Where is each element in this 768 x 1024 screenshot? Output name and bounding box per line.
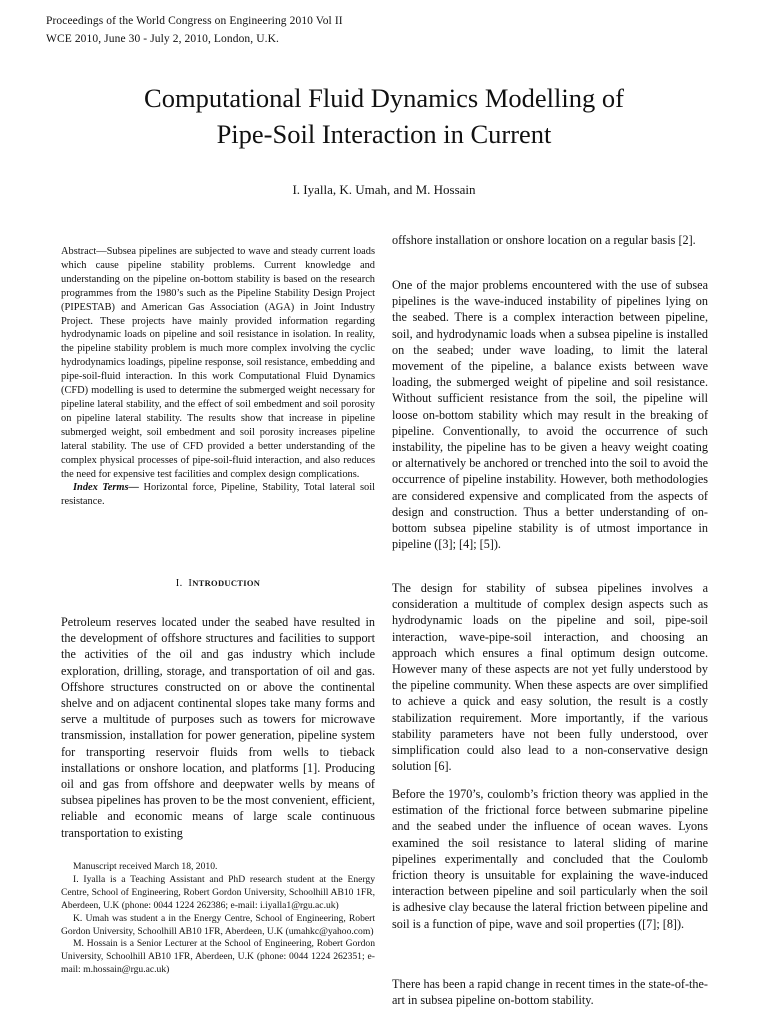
section-heading-introduction — [61, 578, 375, 589]
abstract — [61, 245, 375, 509]
footnote-umah: K. Umah was student a in the Energy Centre, School of Engineering, Robert Gordon University, Schoolhill AB10 1FR, Aberdeen, U.K (umahkc@yahoo.com) — [61, 912, 375, 937]
authors: I. Iyalla, K. Umah, and M. Hossain — [292, 182, 476, 197]
right-paragraph-state-of-art — [392, 976, 708, 1008]
title-line-2: Pipe-Soil Interaction in Current — [216, 119, 552, 149]
right-paragraph-design — [392, 580, 708, 774]
right-paragraph-history — [392, 786, 708, 932]
paper-title — [60, 80, 708, 152]
intro-paragraph — [61, 614, 375, 841]
footnote-received: Manuscript received March 18, 2010. — [73, 861, 218, 872]
section-first-letter: I — [188, 578, 193, 589]
index-terms-text: Horizontal force, Pipeline, Stability, Total lateral soil resistance. — [61, 482, 375, 508]
section-title-rest: NTRODUCTION — [192, 578, 261, 588]
paragraph-text: offshore installation or onshore location on a regular basis [2]. — [392, 233, 696, 247]
paragraph-text: Before the 1970’s, coulomb’s friction theory was applied in the estimation of the frictional force between submarine pipeline and the seabed under the influence of ocean waves. Lyons examined the soil resistance to lateral sliding of marine pipelines experimentally and concluded that the Coulomb friction theory is unsuitable for explaining the wave-induced interaction between pipeline and soil particularly when the soil is adhesive clay because the lateral friction between pipeline and soil is a function of pipe, wave and soil properties ([7]; [8]). — [392, 787, 708, 931]
index-terms — [61, 481, 375, 509]
paragraph-text: One of the major problems encountered with the use of subsea pipelines is the wave-induced instability of pipelines lying on the seabed. There is a complex interaction between pipeline, soil, and hydrodynamic loads when a subsea pipeline is installed on the seabed; under wave loading, to limit the lateral movement of the pipeline, a balance exists between wave loading, the submerged weight of pipeline and soil resistance. Without sufficient resistance from the soil, the pipeline will loose on-bottom stability which may result in the breaking of pipeline. Conventionally, to avoid the occurrence of such instability, the pipeline has to be given a heavy weight coating or alternatively be anchored or trenched into the soil to avoid the occurrence of pipeline instability. However, both methodologies are considered expensive and complicated from the aspects of design and construction. Thus a better understanding of on-bottom subsea pipeline stability is of utmost importance in pipeline ([3]; [4]; [5]). — [392, 278, 708, 552]
paragraph-text: The design for stability of subsea pipelines involves a consideration a multitude of complex design aspects such as hydrodynamic loads on the pipeline and soil, pipe-soil interaction, wave-pipe-soil interaction, and choosing an approach which ensures a final optimum design outcome. However many of these aspects are not yet fully understood by the pipeline community. When these aspects are over simplified to achieve a quick and easy solution, the result is a costly stabilization requirement. More importantly, if the various stability parameters have not been fully understood, over simplification could also lead to a non-conservative design solution [6]. — [392, 581, 708, 774]
header-line-2: WCE 2010, June 30 - July 2, 2010, London, U.K. — [46, 33, 279, 45]
index-terms-label: Index Terms— — [73, 482, 139, 494]
right-paragraph-continuation — [392, 232, 708, 248]
header-line-1: Proceedings of the World Congress on Engineering 2010 Vol II — [46, 15, 343, 27]
title-line-1: Computational Fluid Dynamics Modelling of — [144, 83, 624, 113]
proceedings-header — [46, 12, 343, 48]
section-number: I. — [175, 578, 183, 589]
footnote-iyalla: I. Iyalla is a Teaching Assistant and PhD research student at the Energy Centre, School of Engineering, Robert Gordon University, Schoolhill AB10 1FR, Aberdeen, U.K (phone: 0044 1224 262386; e-mail: i.iyalla1@rgu.ac.uk) — [61, 873, 375, 911]
intro-text: Petroleum reserves located under the seabed have resulted in the development of offshore structures and facilities to support the activities of the oil and gas industry which include exploration, drilling, storage, and transportation of oil and gas. Offshore structures constructed on or above the continental shelve and on adjacent continental slopes take many forms and serve a multitude of purposes such as towers for microwave transmission, installation for power generation, pipeline system for transporting reservoir fluids from wells to tieback installations or onshore location, and platforms [1]. Producing oil and gas from offshore and deepwater wells by means of subsea pipelines has proven to be the most convenient, efficient, reliable and economic means of large scale continuous transportation to existing — [61, 615, 375, 840]
footnotes — [61, 861, 375, 977]
paragraph-text: There has been a rapid change in recent times in the state-of-the-art in subsea pipeline on-bottom stability. — [392, 977, 708, 1008]
footnote-hossain: M. Hossain is a Senior Lecturer at the School of Engineering, Robert Gordon University, Schoolhill AB10 1FR, Aberdeen, U.K (phone: 0044 1224 262351; e-mail: m.hossain@rgu.ac.uk) — [61, 938, 375, 976]
right-paragraph-instability — [392, 277, 708, 552]
abstract-text: Abstract—Subsea pipelines are subjected to wave and steady current loads which cause pipeline stability problems. Current knowledge and understanding on the pipeline on-bottom stability is based on the research programmes from the 1980’s such as the Pipeline Stability Design Project (PIPESTAB) and American Gas Association (AGA) in Joint Industry Project. These projects have mainly provided information regarding hydrodynamic loads on pipeline and soil resistance in isolation. In reality, the pipeline stability problem is much more complex involving the cyclic hydrodynamics loadings, pipeline response, soil resistance, embedding and pipe-soil-fluid interaction. In this work Computational Fluid Dynamics (CFD) modelling is used to determine the submerged weight necessary for pipeline lateral stability, and the effect of soil embedment and soil porosity on pipeline lateral stability. The results show that increase in pipeline submerged weight, soil embedment and soil porosity increases pipeline lateral stability. The use of CFD provided a better understanding of the complex physical processes of pipe-soil-fluid interaction, and also reduces the need for expensive test facilities and complex design complications. — [61, 246, 375, 480]
